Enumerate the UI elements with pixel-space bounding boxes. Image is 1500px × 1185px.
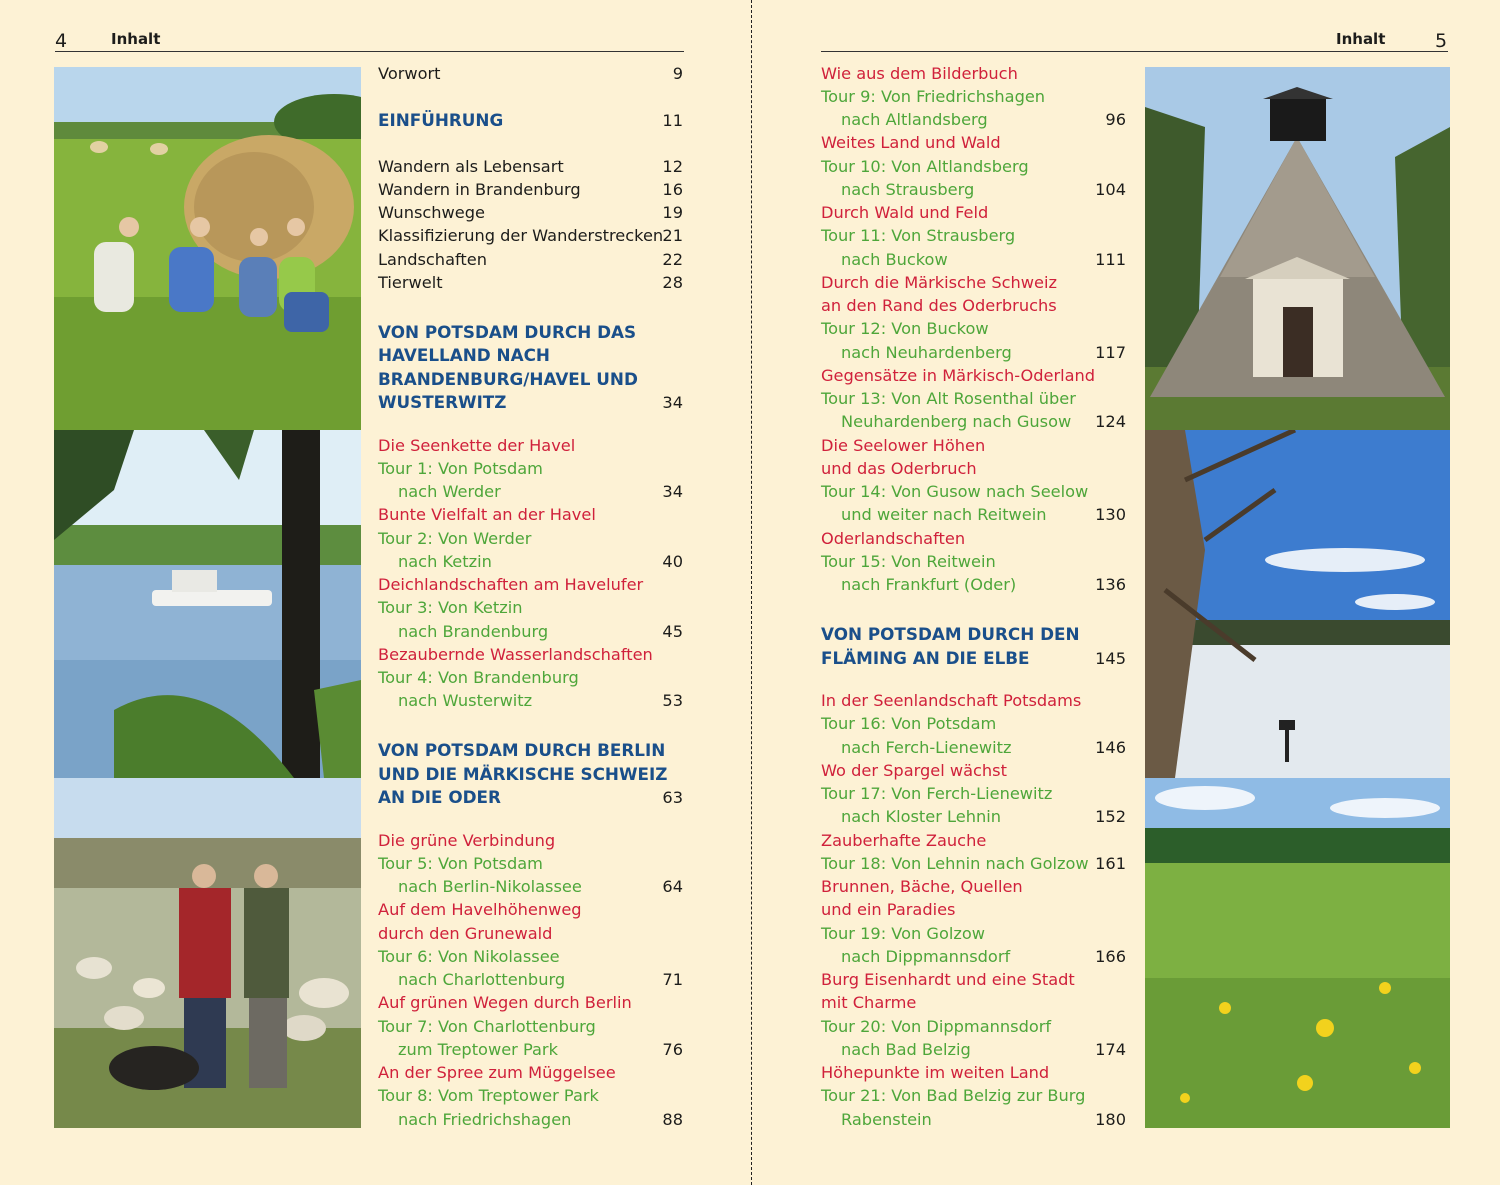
toc-tour-entry xyxy=(821,503,1126,526)
toc-chapter-title xyxy=(821,991,1126,1014)
toc-tour-entry xyxy=(821,248,1126,271)
toc-chapter-title xyxy=(821,968,1126,991)
toc-tour-entry xyxy=(378,689,683,712)
toc-right xyxy=(821,62,1126,1137)
toc-tour-entry xyxy=(378,852,683,875)
toc-tour-entry xyxy=(821,1038,1126,1061)
toc-tour-entry xyxy=(821,155,1126,178)
toc-entry-text: Die grüne Verbindung xyxy=(378,831,556,850)
toc-entry-text: Landschaften xyxy=(378,250,487,269)
toc-entry-text: Tour 20: Von Dippmannsdorf xyxy=(821,1017,1052,1036)
toc-tour-entry xyxy=(821,410,1126,433)
toc-chapter-title xyxy=(821,829,1126,852)
toc-entry-text: nach Neuhardenberg xyxy=(841,343,1012,362)
toc-tour-entry xyxy=(821,108,1126,131)
toc-entry-text: Oderlandschaften xyxy=(821,529,966,548)
toc-tour-entry xyxy=(378,480,683,503)
right-page xyxy=(753,0,1500,1185)
toc-entry-text: Wunschwege xyxy=(378,203,485,222)
running-header: Inhalt xyxy=(1336,30,1386,48)
toc-entry-text: VON POTSDAM DURCH DAS xyxy=(378,322,637,342)
toc-page-number: 117 xyxy=(1095,343,1126,362)
toc-entry-text: Tour 3: Von Ketzin xyxy=(378,598,523,617)
toc-entry-text: Burg Eisenhardt und eine Stadt xyxy=(821,970,1075,989)
toc-chapter-title xyxy=(821,131,1126,154)
toc-entry-text: Tour 11: Von Strausberg xyxy=(821,226,1016,245)
toc-tour-entry xyxy=(821,317,1126,340)
toc-entry-text: FLÄMING AN DIE ELBE xyxy=(821,648,1030,668)
toc-page-number: 22 xyxy=(662,250,683,269)
toc-entry-text: nach Buckow xyxy=(841,250,948,269)
toc-chapter-title xyxy=(378,991,683,1014)
toc-chapter-title xyxy=(821,527,1126,550)
toc-entry-text: nach Strausberg xyxy=(841,180,975,199)
toc-chapter-title xyxy=(821,271,1126,294)
toc-entry-text: VON POTSDAM DURCH BERLIN xyxy=(378,740,666,760)
toc-page-number: 28 xyxy=(662,273,683,292)
toc-entry-text: Durch die Märkische Schweiz xyxy=(821,273,1057,292)
toc-section-heading xyxy=(821,623,1126,646)
toc-entry-text: Tour 21: Von Bad Belzig zur Burg xyxy=(821,1086,1086,1105)
toc-page-number: 136 xyxy=(1095,575,1126,594)
toc-section-heading xyxy=(378,321,683,344)
toc-tour-entry xyxy=(821,805,1126,828)
toc-entry-text: und weiter nach Reitwein xyxy=(841,505,1047,524)
toc-tour-entry xyxy=(821,712,1126,735)
toc-tour-entry xyxy=(378,620,683,643)
toc-entry-text: Tour 6: Von Nikolassee xyxy=(378,947,560,966)
toc-chapter-title xyxy=(378,898,683,921)
toc-entry-text: Tour 2: Von Werder xyxy=(378,529,532,548)
toc-tour-entry xyxy=(821,387,1126,410)
toc-entry xyxy=(378,248,683,271)
toc-entry-text: an den Rand des Oderbruchs xyxy=(821,296,1057,315)
toc-chapter-title xyxy=(821,1061,1126,1084)
toc-chapter-title xyxy=(378,434,683,457)
photo-hikers xyxy=(54,67,361,430)
toc-entry-text: nach Brandenburg xyxy=(398,622,549,641)
toc-tour-entry xyxy=(821,480,1126,503)
toc-entry-text: Neuhardenberg nach Gusow xyxy=(841,412,1072,431)
toc-page-number: 76 xyxy=(662,1040,683,1059)
toc-entry-text: HAVELLAND NACH xyxy=(378,345,550,365)
toc-page-number: 64 xyxy=(662,877,683,896)
toc-entry-text: Tour 4: Von Brandenburg xyxy=(378,668,579,687)
toc-entry-text: BRANDENBURG/HAVEL UND xyxy=(378,369,638,389)
toc-entry-text: Die Seelower Höhen xyxy=(821,436,986,455)
toc-entry-text: durch den Grunewald xyxy=(378,924,553,943)
page-gutter xyxy=(751,0,752,1185)
toc-entry xyxy=(378,201,683,224)
toc-entry-text: und ein Paradies xyxy=(821,900,956,919)
toc-entry-text: nach Wusterwitz xyxy=(398,691,533,710)
toc-entry-text: Tour 15: Von Reitwein xyxy=(821,552,996,571)
toc-section-heading xyxy=(378,344,683,367)
toc-chapter-title xyxy=(821,364,1126,387)
toc-page-number: 71 xyxy=(662,970,683,989)
toc-tour-entry xyxy=(378,1015,683,1038)
toc-entry-text: Tierwelt xyxy=(378,273,443,292)
toc-entry-text: nach Ferch-Lienewitz xyxy=(841,738,1012,757)
toc-page-number: 21 xyxy=(662,226,683,245)
toc-entry-text: nach Werder xyxy=(398,482,501,501)
toc-tour-entry xyxy=(378,1038,683,1061)
toc-tour-entry xyxy=(378,596,683,619)
toc-tour-entry xyxy=(378,550,683,573)
toc-entry-text: In der Seenlandschaft Potsdams xyxy=(821,691,1082,710)
toc-chapter-title xyxy=(821,898,1126,921)
toc-entry-text: Tour 18: Von Lehnin nach Golzow xyxy=(821,854,1089,873)
photo-meadow xyxy=(1145,778,1450,1128)
toc-page-number: 34 xyxy=(662,393,683,412)
toc-entry-text: Weites Land und Wald xyxy=(821,133,1001,152)
toc-tour-entry xyxy=(821,945,1126,968)
toc-entry xyxy=(378,155,683,178)
page-number: 4 xyxy=(55,30,68,52)
toc-entry-text: nach Frankfurt (Oder) xyxy=(841,575,1017,594)
toc-entry-text: Klassifizierung der Wanderstrecken xyxy=(378,226,664,245)
toc-tour-entry xyxy=(378,666,683,689)
toc-tour-entry xyxy=(821,1015,1126,1038)
toc-page-number: 146 xyxy=(1095,738,1126,757)
toc-page-number: 130 xyxy=(1095,505,1126,524)
toc-tour-entry xyxy=(821,573,1126,596)
toc-entry-text: Die Seenkette der Havel xyxy=(378,436,576,455)
toc-section-heading xyxy=(821,647,1126,670)
toc-chapter-title xyxy=(378,829,683,852)
toc-entry-text: nach Ketzin xyxy=(398,552,492,571)
toc-entry-text: und das Oderbruch xyxy=(821,459,977,478)
toc-entry-text: Auf dem Havelhöhenweg xyxy=(378,900,582,919)
toc-page-number: 161 xyxy=(1095,854,1126,873)
toc-entry-text: Tour 8: Vom Treptower Park xyxy=(378,1086,599,1105)
toc-section-heading xyxy=(378,739,683,762)
toc-chapter-title xyxy=(821,875,1126,898)
running-header: Inhalt xyxy=(111,30,161,48)
toc-entry-text: Wie aus dem Bilderbuch xyxy=(821,64,1018,83)
toc-chapter-title xyxy=(821,457,1126,480)
toc-entry-text: Bunte Vielfalt an der Havel xyxy=(378,505,596,524)
toc-entry-text: WUSTERWITZ xyxy=(378,392,507,412)
toc-entry-text: Tour 14: Von Gusow nach Seelow xyxy=(821,482,1089,501)
toc-entry-text: Tour 19: Von Golzow xyxy=(821,924,986,943)
toc-tour-entry xyxy=(378,875,683,898)
toc-tour-entry xyxy=(378,1084,683,1107)
toc-page-number: 63 xyxy=(662,788,683,807)
toc-page-number: 9 xyxy=(672,64,683,83)
toc-chapter-title xyxy=(821,434,1126,457)
toc-entry-text: Vorwort xyxy=(378,64,441,83)
toc-chapter-title xyxy=(821,689,1126,712)
toc-entry-text: Brunnen, Bäche, Quellen xyxy=(821,877,1023,896)
toc-page-number: 40 xyxy=(662,552,683,571)
toc-entry-text: Bezaubernde Wasserlandschaften xyxy=(378,645,653,664)
toc-chapter-title xyxy=(378,1061,683,1084)
toc-entry-text: Tour 5: Von Potsdam xyxy=(378,854,543,873)
toc-entry-text: Tour 17: Von Ferch-Lienewitz xyxy=(821,784,1053,803)
toc-entry-text: Tour 12: Von Buckow xyxy=(821,319,989,338)
toc-entry-text: AN DIE ODER xyxy=(378,787,501,807)
toc-entry xyxy=(378,62,683,85)
toc-tour-entry xyxy=(821,1108,1126,1131)
toc-entry-text: Wo der Spargel wächst xyxy=(821,761,1007,780)
toc-entry-text: VON POTSDAM DURCH DEN xyxy=(821,624,1080,644)
toc-entry-text: nach Dippmannsdorf xyxy=(841,947,1011,966)
toc-section-heading xyxy=(378,391,683,414)
toc-tour-entry xyxy=(821,922,1126,945)
toc-page-number: 145 xyxy=(1095,649,1126,668)
toc-page-number: 45 xyxy=(662,622,683,641)
toc-tour-entry xyxy=(821,224,1126,247)
toc-page-number: 104 xyxy=(1095,180,1126,199)
toc-entry-text: UND DIE MÄRKISCHE SCHWEIZ xyxy=(378,764,668,784)
toc-section-heading xyxy=(378,368,683,391)
toc-page-number: 34 xyxy=(662,482,683,501)
toc-tour-entry xyxy=(821,736,1126,759)
toc-page-number: 111 xyxy=(1095,250,1126,269)
toc-entry xyxy=(378,224,683,247)
toc-entry-text: Tour 10: Von Altlandsberg xyxy=(821,157,1029,176)
toc-entry-text: Wandern als Lebensart xyxy=(378,157,564,176)
toc-tour-entry xyxy=(821,550,1126,573)
header-rule xyxy=(55,51,684,52)
toc-page-number: 96 xyxy=(1105,110,1126,129)
toc-tour-entry xyxy=(821,1084,1126,1107)
photo-frozen-lake xyxy=(1145,430,1450,778)
toc-page-number: 88 xyxy=(662,1110,683,1129)
toc-chapter-title xyxy=(378,922,683,945)
toc-tour-entry xyxy=(378,945,683,968)
toc-entry-text: Zauberhafte Zauche xyxy=(821,831,987,850)
toc-entry-text: Gegensätze in Märkisch-Oderland xyxy=(821,366,1096,385)
toc-entry-text: nach Altlandsberg xyxy=(841,110,988,129)
toc-chapter-title xyxy=(821,294,1126,317)
toc-entry-text: nach Bad Belzig xyxy=(841,1040,971,1059)
toc-entry-text: Tour 16: Von Potsdam xyxy=(821,714,997,733)
toc-tour-entry xyxy=(821,852,1126,875)
toc-tour-entry xyxy=(378,457,683,480)
toc-entry-text: mit Charme xyxy=(821,993,917,1012)
header-rule xyxy=(821,51,1448,52)
toc-entry-text: Deichlandschaften am Havelufer xyxy=(378,575,644,594)
toc-page-number: 152 xyxy=(1095,807,1126,826)
toc-entry-text: Rabenstein xyxy=(841,1110,932,1129)
toc-page-number: 124 xyxy=(1095,412,1126,431)
toc-page-number: 16 xyxy=(662,180,683,199)
toc-entry-text: Durch Wald und Feld xyxy=(821,203,989,222)
toc-entry-text: An der Spree zum Müggelsee xyxy=(378,1063,616,1082)
toc-entry-text: Wandern in Brandenburg xyxy=(378,180,581,199)
toc-entry-text: EINFÜHRUNG xyxy=(378,110,504,130)
toc-section-heading xyxy=(378,109,683,132)
toc-chapter-title xyxy=(378,573,683,596)
toc-left xyxy=(378,62,683,1137)
toc-tour-entry xyxy=(821,782,1126,805)
toc-page-number: 19 xyxy=(662,203,683,222)
toc-entry-text: Tour 7: Von Charlottenburg xyxy=(378,1017,596,1036)
toc-tour-entry xyxy=(821,85,1126,108)
toc-page-number: 174 xyxy=(1095,1040,1126,1059)
toc-page-number: 11 xyxy=(662,111,683,130)
toc-page-number: 166 xyxy=(1095,947,1126,966)
toc-tour-entry xyxy=(378,527,683,550)
toc-entry-text: Tour 9: Von Friedrichshagen xyxy=(821,87,1046,106)
toc-tour-entry xyxy=(821,341,1126,364)
toc-entry-text: Höhepunkte im weiten Land xyxy=(821,1063,1050,1082)
page-number: 5 xyxy=(1435,30,1448,52)
toc-entry xyxy=(378,271,683,294)
toc-entry-text: nach Berlin-Nikolassee xyxy=(398,877,582,896)
toc-entry-text: nach Friedrichshagen xyxy=(398,1110,572,1129)
toc-page-number: 12 xyxy=(662,157,683,176)
toc-entry-text: Auf grünen Wegen durch Berlin xyxy=(378,993,632,1012)
toc-section-heading xyxy=(378,763,683,786)
toc-page-number: 180 xyxy=(1095,1110,1126,1129)
toc-chapter-title xyxy=(821,62,1126,85)
toc-section-heading xyxy=(378,786,683,809)
toc-chapter-title xyxy=(378,643,683,666)
toc-tour-entry xyxy=(378,1108,683,1131)
toc-page-number: 53 xyxy=(662,691,683,710)
toc-entry xyxy=(378,178,683,201)
photo-lake-boat xyxy=(54,430,361,778)
toc-entry-text: zum Treptower Park xyxy=(398,1040,558,1059)
toc-entry-text: Tour 1: Von Potsdam xyxy=(378,459,543,478)
toc-tour-entry xyxy=(821,178,1126,201)
toc-chapter-title xyxy=(821,201,1126,224)
toc-chapter-title xyxy=(378,503,683,526)
toc-chapter-title xyxy=(821,759,1126,782)
toc-entry-text: Tour 13: Von Alt Rosenthal über xyxy=(821,389,1076,408)
photo-shepherds xyxy=(54,778,361,1128)
toc-tour-entry xyxy=(378,968,683,991)
photo-pyramid-tower xyxy=(1145,67,1450,430)
toc-entry-text: nach Kloster Lehnin xyxy=(841,807,1002,826)
toc-entry-text: nach Charlottenburg xyxy=(398,970,566,989)
